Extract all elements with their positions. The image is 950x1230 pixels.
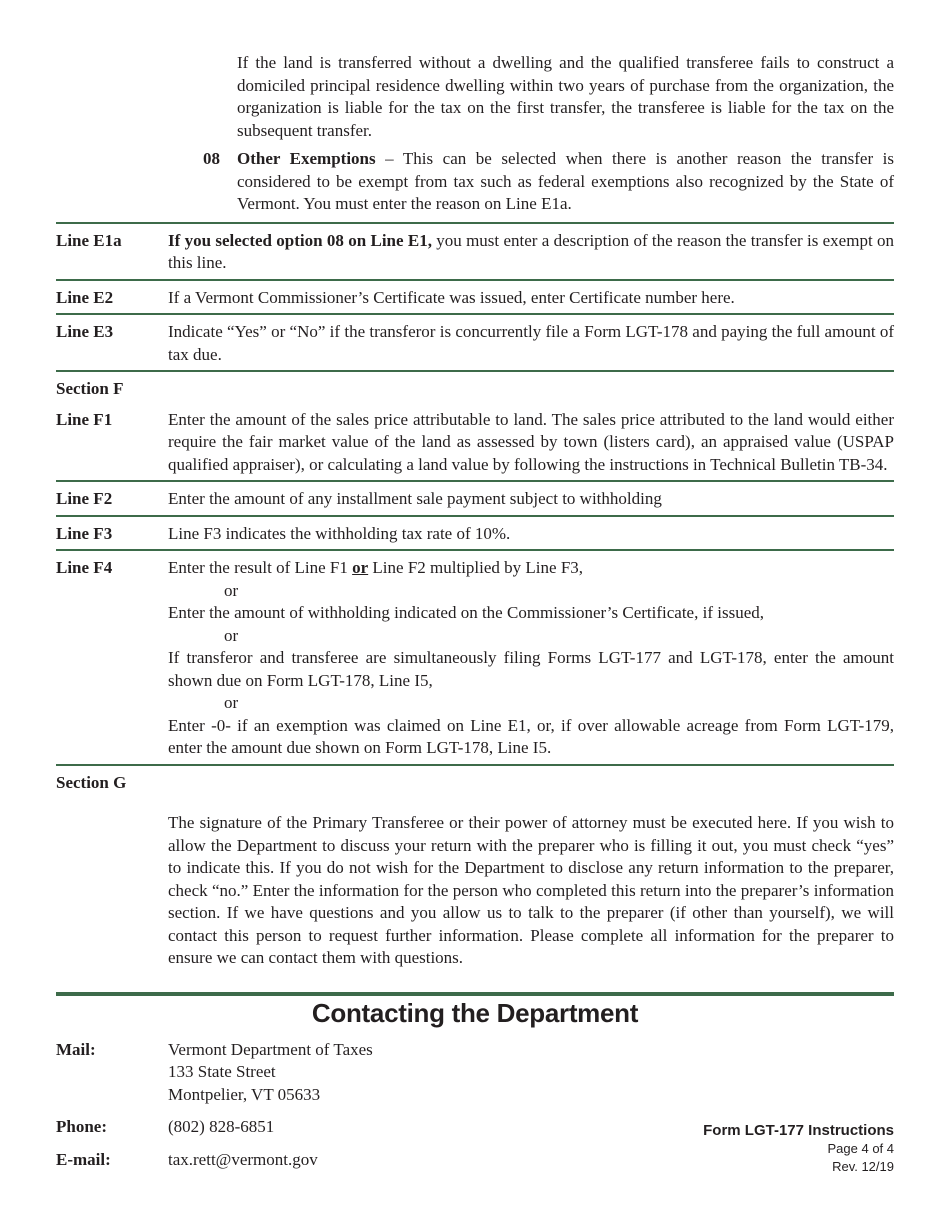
line-f3-text: Line F3 indicates the withholding tax rate of 10%. [168,523,511,543]
line-e1a-row [56,222,894,279]
line-e3-text: Indicate “Yes” or “No” if the transferor is concurrently file a Form LGT-178 and paying the full amount of tax due. [168,322,894,364]
page-number: Page 4 of 4 [827,1141,894,1156]
option-number: 08 [203,149,220,168]
email-label: E-mail: [56,1149,111,1169]
option-description [237,148,894,216]
section-label: Section G [56,772,127,792]
phone-number: (802) 828-6851 [168,1117,275,1136]
contact-mail [56,1039,894,1107]
section-f-row [56,370,894,405]
or-separator: or [224,693,239,712]
line-label: Line F3 [56,523,113,543]
f4-p1-b: Line F2 multiplied by Line F3, [368,558,584,577]
contact-heading: Contacting the Department [311,997,639,1028]
revision: Rev. 12/19 [832,1159,894,1174]
line-f4-option-3: If transferor and transferee are simultaneously filing Forms LGT-177 and LGT-178, enter the amount shown due on Form LGT-178, Line I5, [168,648,894,690]
line-e1a-text [168,230,894,275]
instructions-page [56,52,894,1171]
line-f2-text: Enter the amount of any installment sale payment subject to withholding [168,489,662,508]
mail-line-3: Montpelier, VT 05633 [168,1084,321,1104]
line-e1a-desc: you must enter a description of the reason the transfer is exempt on this line. [168,230,894,272]
mail-line-2: 133 State Street [168,1062,276,1081]
mail-line-1: Vermont Department of Taxes [168,1039,373,1059]
line-label: Line F1 [56,409,113,429]
line-f4-option-2: Enter the amount of withholding indicated on the Commissioner’s Certificate, if issued, [168,603,764,622]
line-label: Line E3 [56,322,114,341]
line-f3-row [56,515,894,550]
line-f4-option-1 [168,557,894,580]
line-label: Line F4 [56,558,113,577]
f4-or-emphasis: or [352,558,369,577]
line-label: Line E1a [56,230,122,250]
section-g-row [56,764,894,799]
line-e3-row [56,313,894,370]
section-label: Section F [56,379,124,398]
f4-p1-a: Enter the result of Line F1 [168,558,353,577]
line-f1-row [56,405,894,481]
line-e2-row [56,279,894,314]
line-f1-text: Enter the amount of the sales price attributable to land. The sales price attributed to the land would either require the fair market value of the land as assessed by town (listers card), an appraised value (USPAP qualified appraiser), or calculating a land value by following the instructions in Technical Bulletin TB-34. [168,409,894,474]
section-g-text: The signature of the Primary Transferee or their power of attorney must be executed here. If you wish to allow the Department to discuss your return with the preparer who is filling it out, you must check “yes” to indicate this. If you do not wish for the Department to disclose any return information to the preparer, check “no.” Enter the information for the person who completed this return into the preparer’s information section. If we have questions and you allow us to talk to the preparer (if other than yourself), we will contact this person to request further information. Please complete all information for the preparer to ensure we can contact them with questions. [168,813,894,967]
form-title: Form LGT-177 Instructions [703,1122,894,1139]
option-08 [203,148,894,216]
line-f4-row [56,549,894,764]
exemption-continuation-text: If the land is transferred without a dwelling and the qualified transferee fails to construct a domiciled principal residence dwelling within two years of purchase from the organization, the organization is liable for the tax on the first transfer, the transferee is liable for the tax on the subsequent transfer. [237,53,894,140]
or-separator: or [224,625,239,645]
page-footer [703,1121,894,1176]
line-e1a-bold: If you selected option 08 on Line E1, [168,230,432,250]
option-text: – This can be selected when there is another reason the transfer is considered to be exempt from tax such as federal exemptions also recognized by the State of Vermont. You must enter the reason on Line E1a. [237,149,895,213]
line-e2-text: If a Vermont Commissioner’s Certificate was issued, enter Certificate number here. [168,287,735,307]
line-f2-row [56,480,894,515]
email-address[interactable]: tax.rett@vermont.gov [168,1149,318,1169]
phone-label: Phone: [56,1117,107,1136]
or-separator: or [224,580,239,600]
divider-bar [56,992,894,996]
line-label: Line F2 [56,489,113,508]
line-f4-option-4: Enter -0- if an exemption was claimed on Line E1, or, if over allowable acreage from Form LGT-179, enter the amount due shown on Form LGT-178, Line I5. [168,715,894,757]
line-label: Line E2 [56,287,114,307]
option-title: Other Exemptions [237,149,376,168]
mail-label: Mail: [56,1039,96,1059]
